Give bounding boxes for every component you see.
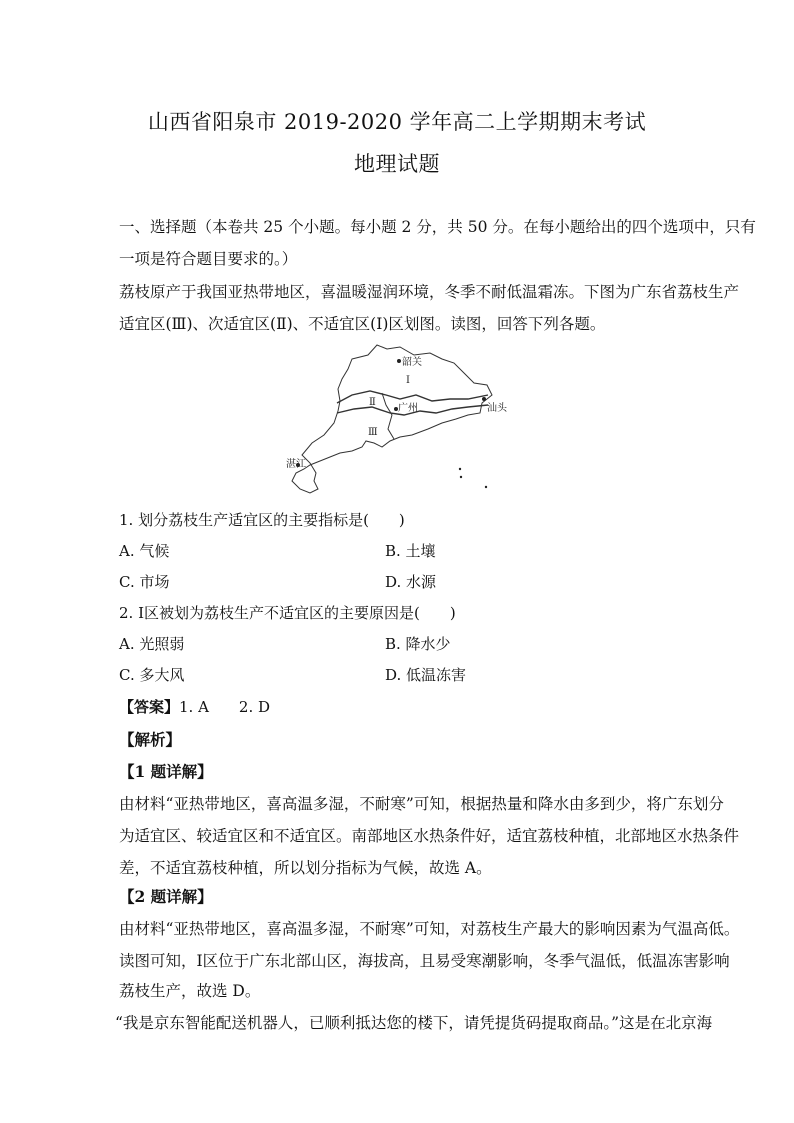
province-outline (292, 345, 492, 493)
answer-row (119, 696, 679, 717)
section-heading-line1: 一、选择题（本卷共 25 个小题。每小题 2 分，共 50 分。在每小题给出的四个选项中，只有 (119, 218, 756, 236)
question-1-option-b: B. 土壤 (385, 542, 436, 560)
city-label-shantou: 汕头 (487, 403, 507, 414)
analysis-label: 【解析】 (119, 730, 182, 749)
question-2-option-c: C. 多大风 (119, 666, 185, 684)
answer-label: 【答案】 (119, 698, 180, 716)
zone-label-2: Ⅱ (369, 397, 376, 408)
zone-boundary-north (337, 391, 488, 403)
city-label-shaoguan: 韶关 (402, 357, 422, 368)
city-label-guangzhou: 广州 (398, 403, 418, 414)
city-label-zhanjiang: 湛江 (286, 459, 306, 470)
question-1-option-a: A. 气候 (119, 542, 170, 560)
answer-text: 1. A 2. D (179, 698, 271, 716)
analysis-q1-line3: 差，不适宜荔枝种植，所以划分指标为气候，故选 A。 (119, 859, 492, 877)
document-title: 山西省阳泉市 2019-2020 学年高二上学期期末考试 (147, 110, 647, 134)
question-1-stem: 1. 划分荔枝生产适宜区的主要指标是( ) (119, 511, 405, 529)
question-1-option-d: D. 水源 (385, 573, 437, 591)
analysis-q2-heading: 【2 题详解】 (119, 887, 213, 906)
analysis-q2-line2: 读图可知，Ⅰ区位于广东北部山区，海拔高，且易受寒潮影响，冬季气温低，低温冻害影响 (119, 952, 730, 970)
guangdong-litchi-zoning-map (282, 343, 507, 498)
question-2-option-d: D. 低温冻害 (385, 666, 467, 684)
intro-line2: 适宜区(Ⅲ)、次适宜区(Ⅱ)、不适宜区(Ⅰ)区划图。读图，回答下列各题。 (119, 315, 606, 333)
analysis-q1-line1: 由材料“亚热带地区，喜高温多湿，不耐寒”可知，根据热量和降水由多到少，将广东划分 (119, 795, 724, 813)
island-dot (460, 476, 462, 478)
zone-boundary-west (382, 393, 394, 439)
document-subtitle: 地理试题 (354, 152, 440, 176)
analysis-q1-heading: 【1 题详解】 (119, 762, 213, 781)
question-2-stem: 2. Ⅰ区被划为荔枝生产不适宜区的主要原因是( ) (119, 604, 456, 622)
section-heading-line2: 一项是符合题目要求的。） (119, 250, 298, 268)
question-2-option-b: B. 降水少 (385, 635, 451, 653)
question-1-option-c: C. 市场 (119, 573, 170, 591)
zone-label-1: Ⅰ (406, 375, 410, 386)
city-marker-shantou (482, 397, 486, 401)
zone-label-3: Ⅲ (368, 427, 378, 438)
analysis-q2-line1: 由材料“亚热带地区，喜高温多湿，不耐寒”可知，对荔枝生产最大的影响因素为气温高低。 (119, 920, 740, 938)
analysis-q1-line2: 为适宜区、较适宜区和不适宜区。南部地区水热条件好，适宜荔枝种植，北部地区水热条件 (119, 827, 740, 845)
analysis-q2-line3: 荔枝生产，故选 D。 (119, 982, 261, 1000)
next-passage-line1: “我是京东智能配送机器人，已顺利抵达您的楼下，请凭提货码提取商品。”这是在北京海 (115, 1014, 713, 1032)
question-2-option-a: A. 光照弱 (119, 635, 185, 653)
island-dot (459, 468, 461, 470)
intro-line1: 荔枝原产于我国亚热带地区，喜温暖湿润环境，冬季不耐低温霜冻。下图为广东省荔枝生产 (119, 283, 740, 301)
city-marker-shaoguan (397, 359, 401, 363)
island-dot (485, 486, 487, 488)
